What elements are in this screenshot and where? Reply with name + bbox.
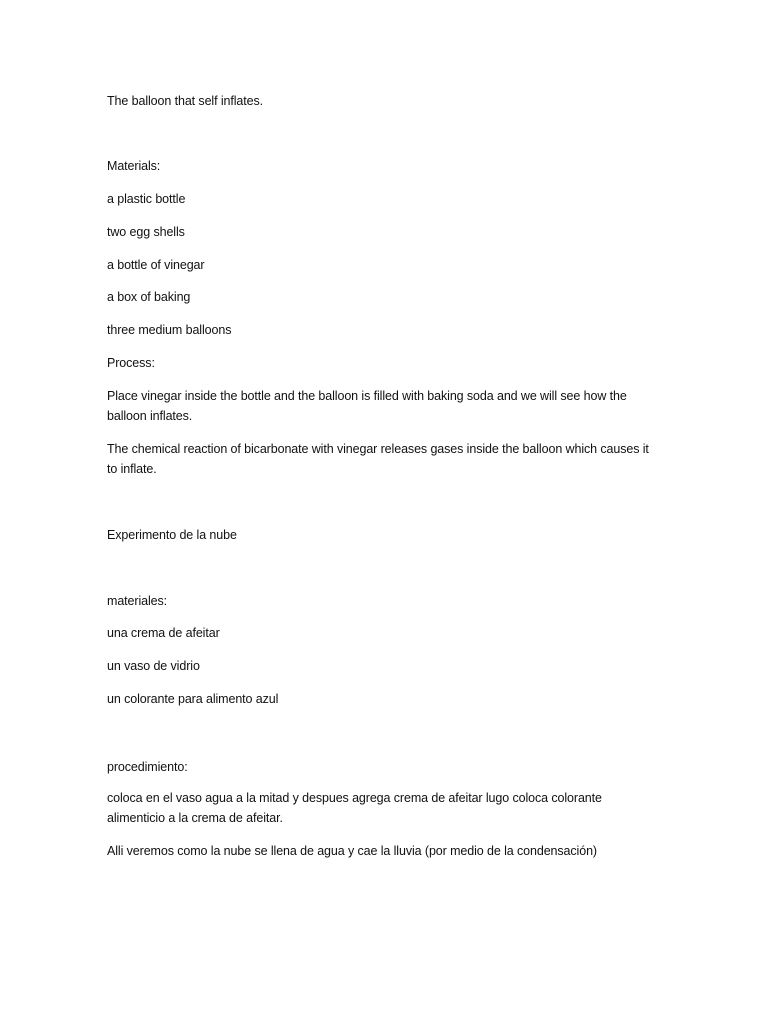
experiment1-process-heading: Process: bbox=[107, 356, 155, 370]
experiment1-process-paragraph: Place vinegar inside the bottle and the balloon is filled with baking soda and we will see how the balloon inflates. bbox=[107, 389, 631, 423]
experiment2-material-item: un vaso de vidrio bbox=[107, 659, 200, 673]
experiment1-material-item: two egg shells bbox=[107, 225, 185, 239]
experiment2-procedure-paragraph: coloca en el vaso agua a la mitad y despues agrega crema de afeitar lugo coloca colorante alimenticio a la crema de afeitar. bbox=[107, 791, 606, 825]
experiment2-title: Experimento de la nube bbox=[107, 528, 237, 542]
experiment1-material-item: a plastic bottle bbox=[107, 192, 186, 206]
experiment2-material-item: una crema de afeitar bbox=[107, 626, 220, 640]
experiment1-material-item: a bottle of vinegar bbox=[107, 258, 205, 272]
experiment2-result-paragraph: Alli veremos como la nube se llena de agua y cae la lluvia (por medio de la condensación) bbox=[107, 844, 597, 858]
document-page bbox=[107, 0, 667, 1024]
experiment1-explanation-paragraph: The chemical reaction of bicarbonate with vinegar releases gases inside the balloon which causes it to inflate. bbox=[107, 442, 653, 476]
experiment1-material-item: three medium balloons bbox=[107, 323, 232, 337]
experiment1-material-item: a box of baking bbox=[107, 290, 191, 304]
experiment1-materials-heading: Materials: bbox=[107, 159, 161, 173]
experiment2-procedure-heading: procedimiento: bbox=[107, 760, 188, 774]
experiment2-materials-heading: materiales: bbox=[107, 594, 168, 608]
experiment2-material-item: un colorante para alimento azul bbox=[107, 692, 279, 706]
experiment1-title: The balloon that self inflates. bbox=[107, 94, 264, 108]
